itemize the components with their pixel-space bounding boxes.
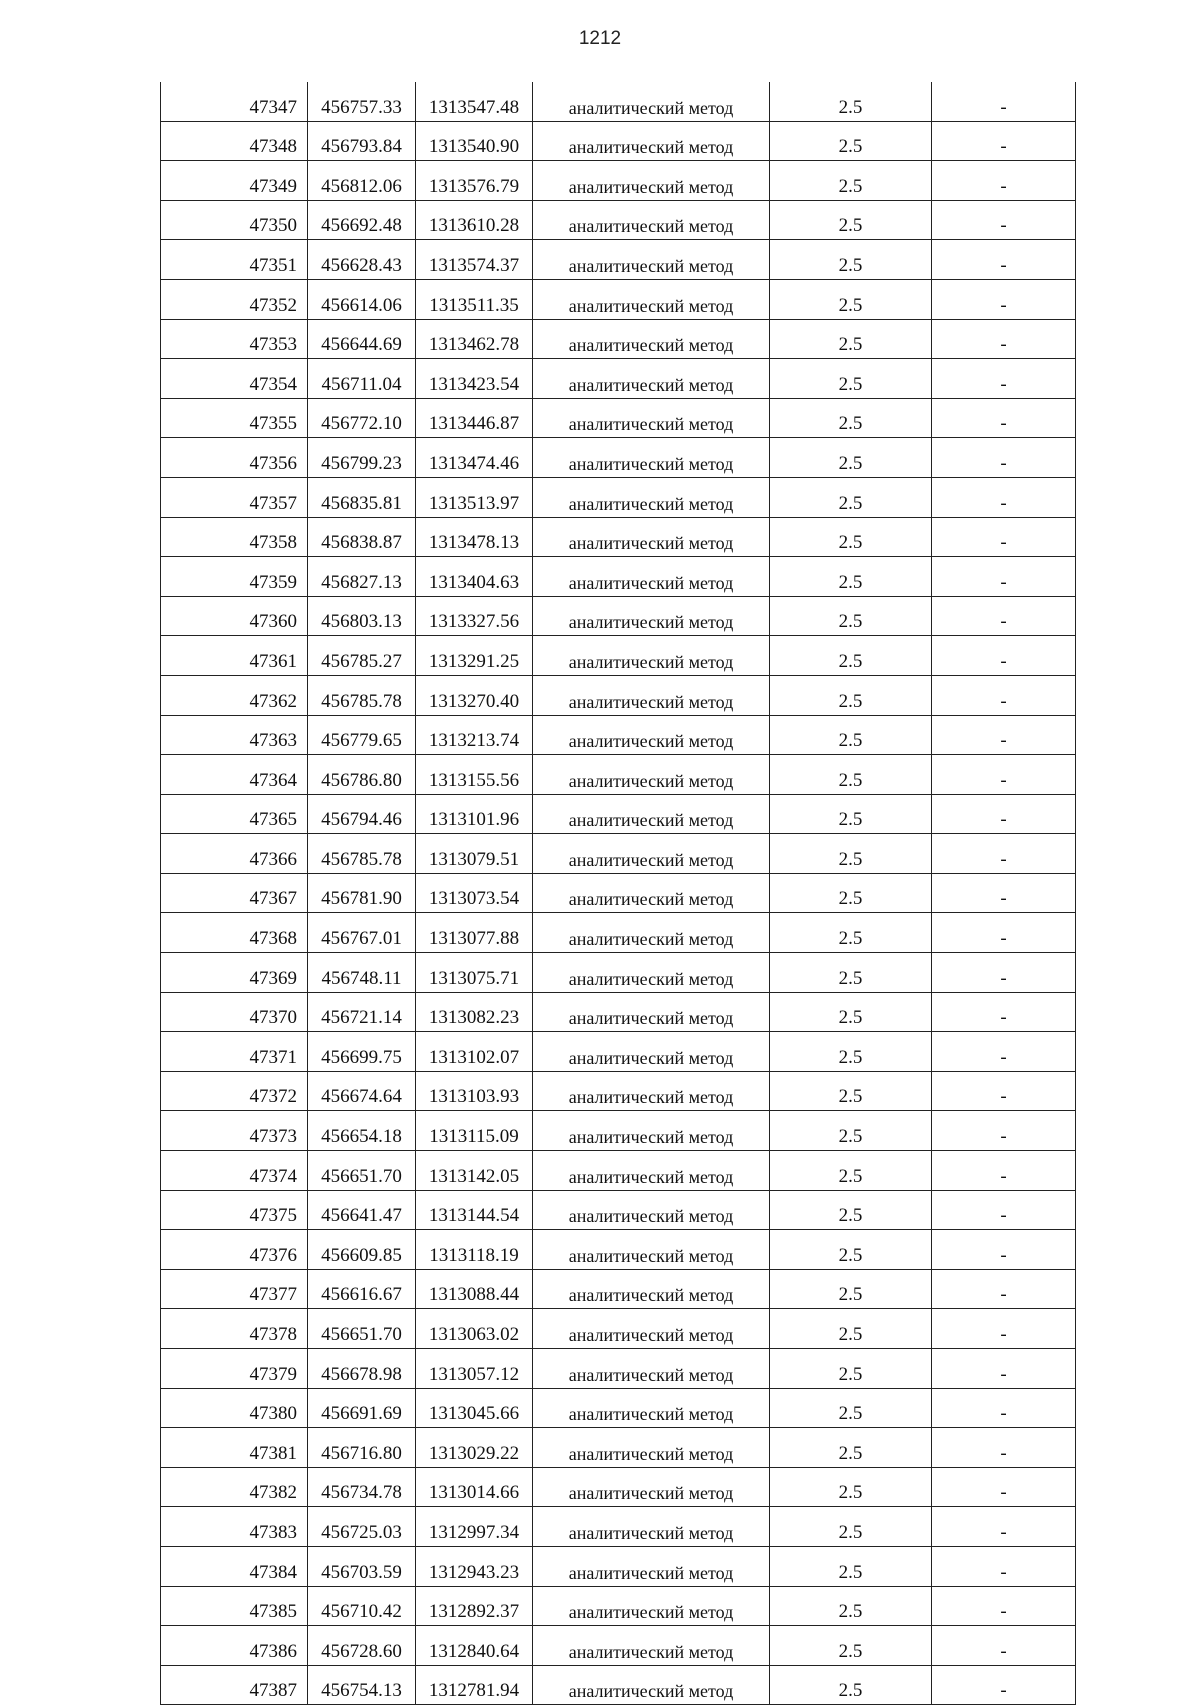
method-cell: аналитический метод [533,161,770,201]
accuracy-cell: 2.5 [770,517,932,557]
y-coordinate-cell: 1313045.66 [416,1388,533,1428]
accuracy-cell: 2.5 [770,913,932,953]
table-row [161,834,1076,874]
x-coordinate-cell: 456674.64 [308,1071,416,1111]
table-row [161,992,1076,1032]
table-row [161,1111,1076,1151]
method-cell: аналитический метод [533,557,770,597]
accuracy-cell: 2.5 [770,1507,932,1547]
table-row [161,477,1076,517]
x-coordinate-cell: 456711.04 [308,359,416,399]
y-coordinate-cell: 1313118.19 [416,1230,533,1270]
table-row [161,913,1076,953]
y-coordinate-cell: 1313057.12 [416,1349,533,1389]
note-cell: - [932,279,1076,319]
accuracy-cell: 2.5 [770,82,932,121]
note-cell: - [932,477,1076,517]
x-coordinate-cell: 456794.46 [308,794,416,834]
table-row [161,438,1076,478]
y-coordinate-cell: 1313144.54 [416,1190,533,1230]
method-cell: аналитический метод [533,1071,770,1111]
method-cell: аналитический метод [533,398,770,438]
note-cell: - [932,675,1076,715]
point-number-cell: 47362 [161,675,308,715]
note-cell: - [932,359,1076,399]
method-cell: аналитический метод [533,438,770,478]
accuracy-cell: 2.5 [770,1467,932,1507]
point-number-cell: 47378 [161,1309,308,1349]
y-coordinate-cell: 1312997.34 [416,1507,533,1547]
table-row [161,953,1076,993]
y-coordinate-cell: 1313610.28 [416,200,533,240]
x-coordinate-cell: 456785.78 [308,675,416,715]
y-coordinate-cell: 1313063.02 [416,1309,533,1349]
table-row [161,1190,1076,1230]
note-cell: - [932,1071,1076,1111]
method-cell: аналитический метод [533,319,770,359]
x-coordinate-cell: 456754.13 [308,1665,416,1705]
note-cell: - [932,517,1076,557]
method-cell: аналитический метод [533,636,770,676]
point-number-cell: 47382 [161,1467,308,1507]
x-coordinate-cell: 456757.33 [308,82,416,121]
accuracy-cell: 2.5 [770,596,932,636]
accuracy-cell: 2.5 [770,1230,932,1270]
note-cell: - [932,1269,1076,1309]
table-row [161,1388,1076,1428]
table-row [161,636,1076,676]
accuracy-cell: 2.5 [770,557,932,597]
table-row [161,121,1076,161]
x-coordinate-cell: 456835.81 [308,477,416,517]
point-number-cell: 47355 [161,398,308,438]
method-cell: аналитический метод [533,1665,770,1705]
point-number-cell: 47350 [161,200,308,240]
method-cell: аналитический метод [533,1507,770,1547]
note-cell: - [932,1546,1076,1586]
method-cell: аналитический метод [533,715,770,755]
table-row [161,675,1076,715]
accuracy-cell: 2.5 [770,1190,932,1230]
note-cell: - [932,953,1076,993]
table-row [161,279,1076,319]
point-number-cell: 47383 [161,1507,308,1547]
point-number-cell: 47354 [161,359,308,399]
method-cell: аналитический метод [533,834,770,874]
y-coordinate-cell: 1313142.05 [416,1151,533,1191]
y-coordinate-cell: 1313511.35 [416,279,533,319]
coordinates-table-body [161,82,1076,1705]
x-coordinate-cell: 456785.78 [308,834,416,874]
x-coordinate-cell: 456614.06 [308,279,416,319]
accuracy-cell: 2.5 [770,477,932,517]
method-cell: аналитический метод [533,1111,770,1151]
x-coordinate-cell: 456691.69 [308,1388,416,1428]
point-number-cell: 47380 [161,1388,308,1428]
table-row [161,240,1076,280]
table-row [161,557,1076,597]
method-cell: аналитический метод [533,359,770,399]
accuracy-cell: 2.5 [770,121,932,161]
y-coordinate-cell: 1313103.93 [416,1071,533,1111]
note-cell: - [932,319,1076,359]
y-coordinate-cell: 1313270.40 [416,675,533,715]
y-coordinate-cell: 1313291.25 [416,636,533,676]
table-row [161,359,1076,399]
accuracy-cell: 2.5 [770,398,932,438]
method-cell: аналитический метод [533,1388,770,1428]
y-coordinate-cell: 1312943.23 [416,1546,533,1586]
point-number-cell: 47371 [161,1032,308,1072]
coordinates-table [160,82,1076,1705]
table-row [161,1230,1076,1270]
method-cell: аналитический метод [533,1349,770,1389]
accuracy-cell: 2.5 [770,161,932,201]
table-row [161,596,1076,636]
table-row [161,755,1076,795]
method-cell: аналитический метод [533,1546,770,1586]
method-cell: аналитический метод [533,1428,770,1468]
y-coordinate-cell: 1313462.78 [416,319,533,359]
point-number-cell: 47360 [161,596,308,636]
method-cell: аналитический метод [533,1586,770,1626]
accuracy-cell: 2.5 [770,992,932,1032]
accuracy-cell: 2.5 [770,1586,932,1626]
x-coordinate-cell: 456616.67 [308,1269,416,1309]
y-coordinate-cell: 1313547.48 [416,82,533,121]
table-row [161,1269,1076,1309]
accuracy-cell: 2.5 [770,1032,932,1072]
table-row [161,794,1076,834]
note-cell: - [932,992,1076,1032]
point-number-cell: 47376 [161,1230,308,1270]
note-cell: - [932,715,1076,755]
accuracy-cell: 2.5 [770,834,932,874]
note-cell: - [932,1665,1076,1705]
y-coordinate-cell: 1313327.56 [416,596,533,636]
table-row [161,517,1076,557]
note-cell: - [932,834,1076,874]
y-coordinate-cell: 1313576.79 [416,161,533,201]
x-coordinate-cell: 456641.47 [308,1190,416,1230]
x-coordinate-cell: 456781.90 [308,873,416,913]
table-row [161,1309,1076,1349]
x-coordinate-cell: 456803.13 [308,596,416,636]
x-coordinate-cell: 456628.43 [308,240,416,280]
method-cell: аналитический метод [533,477,770,517]
accuracy-cell: 2.5 [770,240,932,280]
table-row [161,1151,1076,1191]
method-cell: аналитический метод [533,873,770,913]
accuracy-cell: 2.5 [770,636,932,676]
note-cell: - [932,121,1076,161]
method-cell: аналитический метод [533,675,770,715]
point-number-cell: 47356 [161,438,308,478]
y-coordinate-cell: 1313073.54 [416,873,533,913]
table-row [161,1507,1076,1547]
note-cell: - [932,1467,1076,1507]
note-cell: - [932,1032,1076,1072]
x-coordinate-cell: 456721.14 [308,992,416,1032]
y-coordinate-cell: 1313404.63 [416,557,533,597]
method-cell: аналитический метод [533,1230,770,1270]
point-number-cell: 47372 [161,1071,308,1111]
note-cell: - [932,1349,1076,1389]
x-coordinate-cell: 456838.87 [308,517,416,557]
accuracy-cell: 2.5 [770,1111,932,1151]
note-cell: - [932,1190,1076,1230]
x-coordinate-cell: 456725.03 [308,1507,416,1547]
point-number-cell: 47358 [161,517,308,557]
method-cell: аналитический метод [533,953,770,993]
method-cell: аналитический метод [533,794,770,834]
y-coordinate-cell: 1313423.54 [416,359,533,399]
point-number-cell: 47384 [161,1546,308,1586]
y-coordinate-cell: 1312840.64 [416,1626,533,1666]
x-coordinate-cell: 456644.69 [308,319,416,359]
method-cell: аналитический метод [533,200,770,240]
note-cell: - [932,1111,1076,1151]
method-cell: аналитический метод [533,1269,770,1309]
accuracy-cell: 2.5 [770,200,932,240]
point-number-cell: 47365 [161,794,308,834]
note-cell: - [932,438,1076,478]
accuracy-cell: 2.5 [770,1626,932,1666]
y-coordinate-cell: 1313213.74 [416,715,533,755]
table-row [161,1428,1076,1468]
note-cell: - [932,1230,1076,1270]
note-cell: - [932,240,1076,280]
method-cell: аналитический метод [533,1309,770,1349]
point-number-cell: 47386 [161,1626,308,1666]
point-number-cell: 47369 [161,953,308,993]
point-number-cell: 47364 [161,755,308,795]
method-cell: аналитический метод [533,82,770,121]
point-number-cell: 47370 [161,992,308,1032]
table-row [161,398,1076,438]
accuracy-cell: 2.5 [770,1546,932,1586]
note-cell: - [932,913,1076,953]
y-coordinate-cell: 1313077.88 [416,913,533,953]
x-coordinate-cell: 456786.80 [308,755,416,795]
table-row [161,82,1076,121]
x-coordinate-cell: 456703.59 [308,1546,416,1586]
method-cell: аналитический метод [533,596,770,636]
note-cell: - [932,636,1076,676]
accuracy-cell: 2.5 [770,1665,932,1705]
table-row [161,1349,1076,1389]
table-row [161,319,1076,359]
method-cell: аналитический метод [533,755,770,795]
x-coordinate-cell: 456793.84 [308,121,416,161]
point-number-cell: 47374 [161,1151,308,1191]
x-coordinate-cell: 456772.10 [308,398,416,438]
y-coordinate-cell: 1312892.37 [416,1586,533,1626]
x-coordinate-cell: 456748.11 [308,953,416,993]
point-number-cell: 47352 [161,279,308,319]
y-coordinate-cell: 1313102.07 [416,1032,533,1072]
point-number-cell: 47367 [161,873,308,913]
accuracy-cell: 2.5 [770,953,932,993]
note-cell: - [932,755,1076,795]
table-row [161,1626,1076,1666]
note-cell: - [932,873,1076,913]
x-coordinate-cell: 456827.13 [308,557,416,597]
note-cell: - [932,794,1076,834]
point-number-cell: 47357 [161,477,308,517]
accuracy-cell: 2.5 [770,1428,932,1468]
table-row [161,1467,1076,1507]
y-coordinate-cell: 1313079.51 [416,834,533,874]
accuracy-cell: 2.5 [770,319,932,359]
x-coordinate-cell: 456699.75 [308,1032,416,1072]
table-row [161,715,1076,755]
point-number-cell: 47368 [161,913,308,953]
point-number-cell: 47375 [161,1190,308,1230]
accuracy-cell: 2.5 [770,873,932,913]
x-coordinate-cell: 456779.65 [308,715,416,755]
table-row [161,1586,1076,1626]
point-number-cell: 47347 [161,82,308,121]
table-row [161,1546,1076,1586]
method-cell: аналитический метод [533,913,770,953]
table-row [161,873,1076,913]
point-number-cell: 47361 [161,636,308,676]
point-number-cell: 47387 [161,1665,308,1705]
accuracy-cell: 2.5 [770,359,932,399]
method-cell: аналитический метод [533,1467,770,1507]
y-coordinate-cell: 1313574.37 [416,240,533,280]
y-coordinate-cell: 1313474.46 [416,438,533,478]
accuracy-cell: 2.5 [770,1349,932,1389]
table-row [161,1665,1076,1705]
note-cell: - [932,398,1076,438]
note-cell: - [932,82,1076,121]
y-coordinate-cell: 1313478.13 [416,517,533,557]
accuracy-cell: 2.5 [770,438,932,478]
y-coordinate-cell: 1313115.09 [416,1111,533,1151]
method-cell: аналитический метод [533,121,770,161]
x-coordinate-cell: 456651.70 [308,1309,416,1349]
accuracy-cell: 2.5 [770,794,932,834]
y-coordinate-cell: 1313029.22 [416,1428,533,1468]
method-cell: аналитический метод [533,992,770,1032]
accuracy-cell: 2.5 [770,755,932,795]
method-cell: аналитический метод [533,279,770,319]
page-number: 1212 [578,28,622,49]
x-coordinate-cell: 456716.80 [308,1428,416,1468]
point-number-cell: 47385 [161,1586,308,1626]
point-number-cell: 47359 [161,557,308,597]
note-cell: - [932,1151,1076,1191]
x-coordinate-cell: 456734.78 [308,1467,416,1507]
x-coordinate-cell: 456710.42 [308,1586,416,1626]
accuracy-cell: 2.5 [770,675,932,715]
x-coordinate-cell: 456692.48 [308,200,416,240]
x-coordinate-cell: 456651.70 [308,1151,416,1191]
point-number-cell: 47348 [161,121,308,161]
x-coordinate-cell: 456785.27 [308,636,416,676]
method-cell: аналитический метод [533,1151,770,1191]
y-coordinate-cell: 1312781.94 [416,1665,533,1705]
x-coordinate-cell: 456799.23 [308,438,416,478]
note-cell: - [932,1626,1076,1666]
point-number-cell: 47363 [161,715,308,755]
x-coordinate-cell: 456678.98 [308,1349,416,1389]
note-cell: - [932,1388,1076,1428]
method-cell: аналитический метод [533,240,770,280]
y-coordinate-cell: 1313540.90 [416,121,533,161]
table-row [161,161,1076,201]
x-coordinate-cell: 456609.85 [308,1230,416,1270]
accuracy-cell: 2.5 [770,279,932,319]
y-coordinate-cell: 1313075.71 [416,953,533,993]
note-cell: - [932,1309,1076,1349]
x-coordinate-cell: 456812.06 [308,161,416,201]
point-number-cell: 47349 [161,161,308,201]
accuracy-cell: 2.5 [770,1071,932,1111]
accuracy-cell: 2.5 [770,1309,932,1349]
accuracy-cell: 2.5 [770,1151,932,1191]
accuracy-cell: 2.5 [770,1269,932,1309]
method-cell: аналитический метод [533,1032,770,1072]
point-number-cell: 47373 [161,1111,308,1151]
point-number-cell: 47353 [161,319,308,359]
y-coordinate-cell: 1313446.87 [416,398,533,438]
note-cell: - [932,1428,1076,1468]
method-cell: аналитический метод [533,1626,770,1666]
note-cell: - [932,1586,1076,1626]
point-number-cell: 47381 [161,1428,308,1468]
accuracy-cell: 2.5 [770,715,932,755]
note-cell: - [932,557,1076,597]
note-cell: - [932,200,1076,240]
x-coordinate-cell: 456728.60 [308,1626,416,1666]
table-row [161,200,1076,240]
y-coordinate-cell: 1313082.23 [416,992,533,1032]
note-cell: - [932,161,1076,201]
table-row [161,1071,1076,1111]
x-coordinate-cell: 456767.01 [308,913,416,953]
y-coordinate-cell: 1313101.96 [416,794,533,834]
y-coordinate-cell: 1313088.44 [416,1269,533,1309]
y-coordinate-cell: 1313155.56 [416,755,533,795]
note-cell: - [932,596,1076,636]
note-cell: - [932,1507,1076,1547]
y-coordinate-cell: 1313513.97 [416,477,533,517]
method-cell: аналитический метод [533,1190,770,1230]
point-number-cell: 47351 [161,240,308,280]
x-coordinate-cell: 456654.18 [308,1111,416,1151]
point-number-cell: 47366 [161,834,308,874]
point-number-cell: 47377 [161,1269,308,1309]
y-coordinate-cell: 1313014.66 [416,1467,533,1507]
table-row [161,1032,1076,1072]
method-cell: аналитический метод [533,517,770,557]
accuracy-cell: 2.5 [770,1388,932,1428]
point-number-cell: 47379 [161,1349,308,1389]
